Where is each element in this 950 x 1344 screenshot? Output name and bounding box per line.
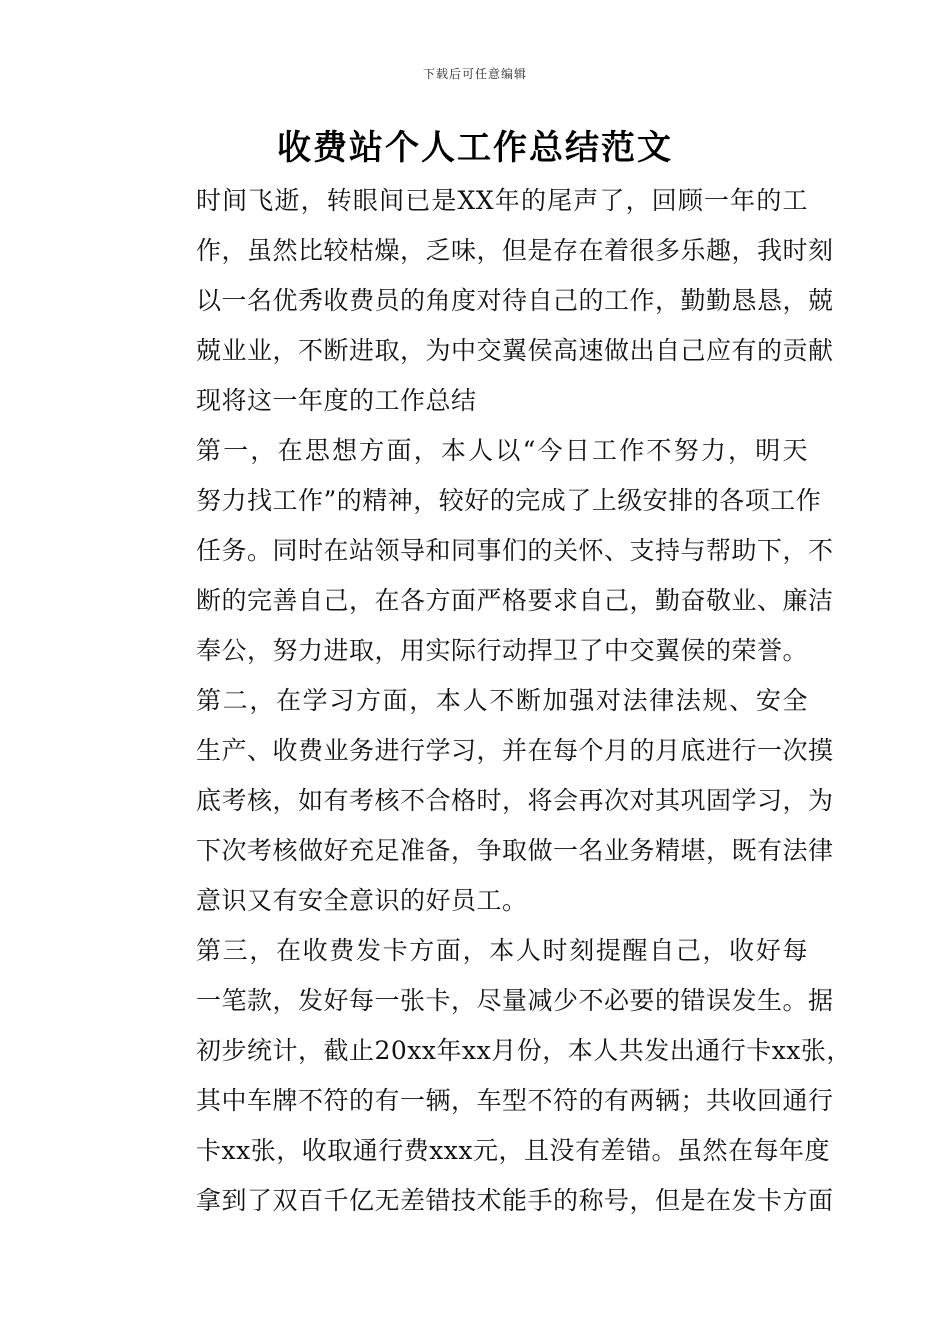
paragraph-line: 意识又有安全意识的好员工。 — [196, 886, 528, 915]
paragraph-line: 卡xx张，收取通行费xxx元，且没有差错。虽然在每年度 — [196, 1136, 830, 1165]
paragraph-line: 第二，在学习方面，本人不断加强对法律法规、安全 — [196, 686, 808, 715]
document-body — [146, 176, 852, 1226]
paragraph-3 — [146, 676, 834, 926]
header-note: 下载后可任意编辑 — [422, 67, 527, 81]
paragraph-line: 努力找工作”的精神，较好的完成了上级安排的各项工作 — [196, 486, 822, 515]
paragraph-line: 生产、收费业务进行学习，并在每个月的月底进行一次摸 — [196, 736, 834, 765]
paragraph-line: 其中车牌不符的有一辆，车型不符的有两辆；共收回通行 — [196, 1086, 834, 1115]
paragraph-line: 奉公，努力进取，用实际行动捍卫了中交翼侯的荣誉。 — [196, 636, 809, 665]
paragraph-line: 作，虽然比较枯燥，乏味，但是存在着很多乐趣，我时刻 — [196, 236, 834, 265]
paragraph-line: 以一名优秀收费员的角度对待自己的工作，勤勤恳恳，兢 — [196, 286, 834, 315]
paragraph-line: 一笔款，发好每一张卡，尽量减少不必要的错误发生。据 — [196, 986, 834, 1015]
paragraph-line: 第一，在思想方面，本人以“今日工作不努力，明天 — [196, 436, 808, 465]
paragraph-4 — [146, 926, 852, 1226]
paragraph-2 — [146, 426, 834, 676]
paragraph-line: 拿到了双百千亿无差错技术能手的称号，但是在发卡方面 — [196, 1186, 834, 1215]
document-title: 收费站个人工作总结范文 — [277, 128, 673, 168]
paragraph-1 — [146, 176, 834, 426]
paragraph-line: 任务。同时在站领导和同事们的关怀、支持与帮助下，不 — [196, 536, 834, 565]
paragraph-line: 第三，在收费发卡方面，本人时刻提醒自己，收好每 — [196, 936, 808, 965]
paragraph-line: 断的完善自己，在各方面严格要求自己，勤奋敬业、廉洁 — [196, 586, 834, 615]
paragraph-line: 初步统计，截止20xx年xx月份，本人共发出通行卡xx张， — [196, 1036, 852, 1065]
paragraph-line: 底考核，如有考核不合格时，将会再次对其巩固学习，为 — [196, 786, 834, 815]
paragraph-line: 现将这一年度的工作总结 — [196, 386, 477, 415]
paragraph-line: 下次考核做好充足准备，争取做一名业务精堪，既有法律 — [196, 836, 834, 865]
paragraph-line: 时间飞逝，转眼间已是XX年的尾声了，回顾一年的工 — [196, 186, 808, 215]
paragraph-line: 兢业业，不断进取，为中交翼侯高速做出自己应有的贡献 — [196, 336, 834, 365]
